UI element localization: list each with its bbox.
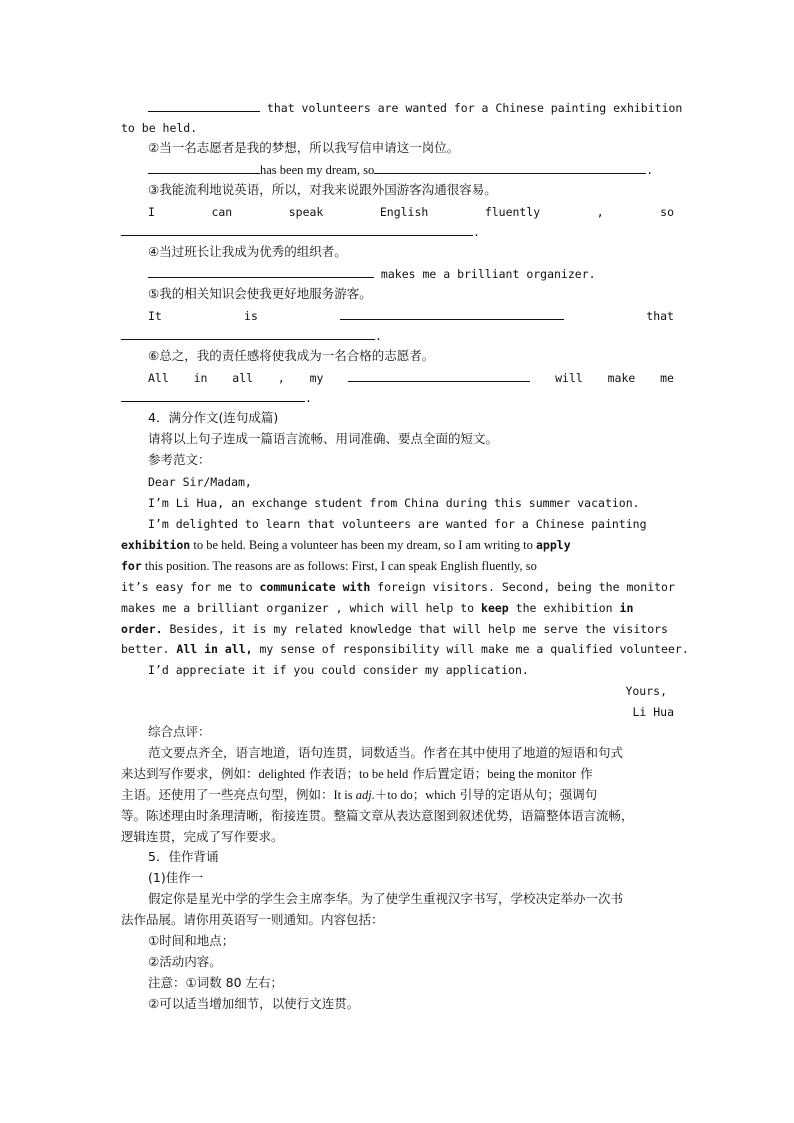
letter-text: this position. The reasons are as follows: First, I can speak English fluently, so bbox=[141, 559, 537, 573]
letter-closing-line: I’d appreciate it if you could consider my application. bbox=[148, 663, 529, 677]
letter-greeting: Dear Sir/Madam, bbox=[148, 475, 252, 489]
q2-blank-1[interactable] bbox=[148, 162, 260, 174]
q3-end: . bbox=[473, 225, 480, 239]
q6-word: , bbox=[277, 371, 285, 385]
q3-word: can bbox=[211, 205, 233, 219]
letter-text: it’s easy for me to bbox=[121, 580, 260, 594]
task-note-2: ②可以适当增加细节，以使行文连贯。 bbox=[148, 996, 360, 1011]
q2-chinese: ②当一名志愿者是我的梦想，所以我写信申请这一岗位。 bbox=[148, 140, 460, 155]
task-note-1: 注意：①词数 80 左右； bbox=[148, 975, 284, 990]
q2-line bbox=[148, 162, 674, 178]
letter-line-3 bbox=[121, 558, 674, 574]
comment-text: 作后置定语； bbox=[408, 766, 488, 781]
q6-line bbox=[148, 370, 674, 386]
q5-end: . bbox=[375, 329, 382, 343]
comment-phrase: being the monitor bbox=[487, 767, 577, 781]
comment-phrase: delighted bbox=[258, 767, 306, 781]
q6-end: . bbox=[305, 391, 312, 405]
q5-blank-2[interactable] bbox=[121, 328, 375, 340]
q3-word: speak bbox=[288, 205, 324, 219]
comment-line-4: 等。陈述理由时条理清晰，衔接连贯。整篇文章从表达意图到叙述优势，语篇整体语言流畅， bbox=[121, 808, 634, 823]
q1-suffix: that volunteers are wanted for a Chinese painting exhibition bbox=[260, 101, 683, 115]
phrase-highlight: communicate with bbox=[259, 580, 371, 594]
section-4-instruction: 请将以上句子连成一篇语言流畅、用词准确、要点全面的短文。 bbox=[148, 431, 499, 446]
letter-text: the exhibition bbox=[508, 601, 620, 615]
comment-text: 主语。还使用了一些亮点句型，例如： bbox=[121, 787, 334, 802]
section-5-heading: 5．佳作背诵 bbox=[148, 849, 219, 864]
section-4-heading: 4．满分作文(连句成篇) bbox=[148, 410, 279, 425]
q3-line bbox=[148, 204, 674, 220]
q6-word: will bbox=[555, 371, 583, 385]
comment-text: 作表语； bbox=[305, 766, 360, 781]
q6-word: make bbox=[607, 371, 636, 385]
q3-chinese: ③我能流利地说英语，所以，对我来说跟外国游客沟通很容易。 bbox=[148, 182, 497, 197]
letter-text: better. bbox=[121, 642, 177, 656]
task-item-1: ①时间和地点； bbox=[148, 933, 235, 948]
phrase-highlight: All in all, bbox=[176, 642, 253, 656]
q6-word: in bbox=[193, 371, 208, 385]
q6-word: my bbox=[309, 371, 324, 385]
comment-text: ； bbox=[412, 787, 426, 802]
q3-word: I bbox=[148, 205, 155, 219]
q3-word: fluently bbox=[484, 205, 541, 219]
q1-continuation: to be held. bbox=[121, 121, 198, 135]
comment-label: 综合点评： bbox=[148, 724, 211, 739]
comment-line-2 bbox=[121, 766, 674, 782]
comment-text: 引导的定语从句；强调句 bbox=[455, 787, 598, 802]
q1-line bbox=[148, 100, 683, 116]
phrase-highlight: order. bbox=[121, 622, 163, 636]
q3-answer-line bbox=[121, 224, 674, 240]
q2-end: . bbox=[646, 163, 654, 177]
q5-blank-1[interactable] bbox=[340, 308, 564, 320]
q4-blank[interactable] bbox=[148, 266, 374, 278]
comment-phrase: ＋to do bbox=[374, 788, 413, 802]
comment-text: 作 bbox=[576, 766, 593, 781]
letter-line-7 bbox=[121, 641, 689, 657]
q6-chinese: ⑥总之，我的责任感将使我成为一名合格的志愿者。 bbox=[148, 348, 435, 363]
q1-blank[interactable] bbox=[148, 100, 260, 112]
letter-text: Besides, it is my related knowledge that will help me serve the visitors bbox=[162, 622, 668, 636]
q3-word: English bbox=[379, 205, 429, 219]
q3-blank[interactable] bbox=[121, 224, 473, 236]
letter-sign-off: Yours, bbox=[625, 684, 667, 698]
q4-suffix: makes me a brilliant organizer. bbox=[374, 267, 596, 281]
letter-line-5 bbox=[121, 600, 674, 616]
q4-chinese: ④当过班长让我成为优秀的组织者。 bbox=[148, 244, 347, 259]
letter-text: makes me a brilliant organizer , which will help to bbox=[121, 601, 482, 615]
q6-word: All bbox=[148, 371, 169, 385]
letter-line-1: I’m delighted to learn that volunteers are wanted for a Chinese painting bbox=[148, 517, 647, 531]
letter-line-2 bbox=[121, 537, 674, 553]
letter-text: foreign visitors. Second, being the monitor bbox=[370, 580, 675, 594]
phrase-highlight: keep bbox=[481, 601, 509, 615]
q5-word: It bbox=[148, 309, 162, 323]
q6-word: me bbox=[660, 371, 674, 385]
q6-blank-2[interactable] bbox=[121, 390, 305, 402]
q2-mid: has been my dream, so bbox=[260, 163, 375, 177]
comment-line-5: 逻辑连贯，完成了写作要求。 bbox=[121, 829, 284, 844]
q3-word: so bbox=[660, 205, 674, 219]
comment-line-3 bbox=[121, 787, 674, 803]
letter-text: my sense of responsibility will make me a qualified volunteer. bbox=[252, 642, 689, 656]
task-line-2: 法作品展。请你用英语写一则通知。内容包括： bbox=[121, 912, 384, 927]
q5-chinese: ⑤我的相关知识会使我更好地服务游客。 bbox=[148, 286, 372, 301]
q5-line bbox=[148, 308, 674, 324]
phrase-highlight: apply bbox=[536, 538, 571, 552]
q6-blank-1[interactable] bbox=[348, 370, 530, 382]
letter-line-6 bbox=[121, 621, 674, 637]
comment-phrase: adj. bbox=[355, 788, 375, 802]
comment-phrase: to be held bbox=[359, 767, 409, 781]
comment-phrase: It is bbox=[333, 788, 356, 802]
comment-phrase: which bbox=[425, 788, 456, 802]
q4-line bbox=[148, 266, 674, 282]
comment-line-1: 范文要点齐全，语言地道，语句连贯，词数适当。作者在其中使用了地道的短语和句式 bbox=[148, 745, 624, 760]
section-5-subheading: (1)佳作一 bbox=[148, 870, 204, 885]
q5-word: that bbox=[646, 309, 674, 323]
sample-label: 参考范文： bbox=[148, 452, 211, 467]
comment-text: 来达到写作要求，例如： bbox=[121, 766, 259, 781]
phrase-highlight: for bbox=[121, 559, 142, 573]
q5-word: is bbox=[244, 309, 258, 323]
phrase-highlight: in bbox=[619, 601, 634, 615]
q5-answer-line bbox=[121, 328, 674, 344]
letter-signature: Li Hua bbox=[632, 705, 674, 719]
task-item-2: ②活动内容。 bbox=[148, 954, 222, 969]
q3-word: , bbox=[596, 205, 604, 219]
letter-text: to be held. Being a volunteer has been my dream, so I am writing to bbox=[190, 538, 536, 552]
q6-word: all bbox=[232, 371, 254, 385]
letter-line-4 bbox=[121, 579, 674, 595]
q6-answer-line bbox=[121, 390, 674, 406]
phrase-highlight: exhibition bbox=[121, 538, 191, 552]
q2-blank-2[interactable] bbox=[374, 162, 646, 174]
task-line-1: 假定你是星光中学的学生会主席李华。为了使学生重视汉字书写，学校决定举办一次书 bbox=[148, 891, 624, 906]
letter-intro: I’m Li Hua, an exchange student from China during this summer vacation. bbox=[148, 496, 640, 510]
